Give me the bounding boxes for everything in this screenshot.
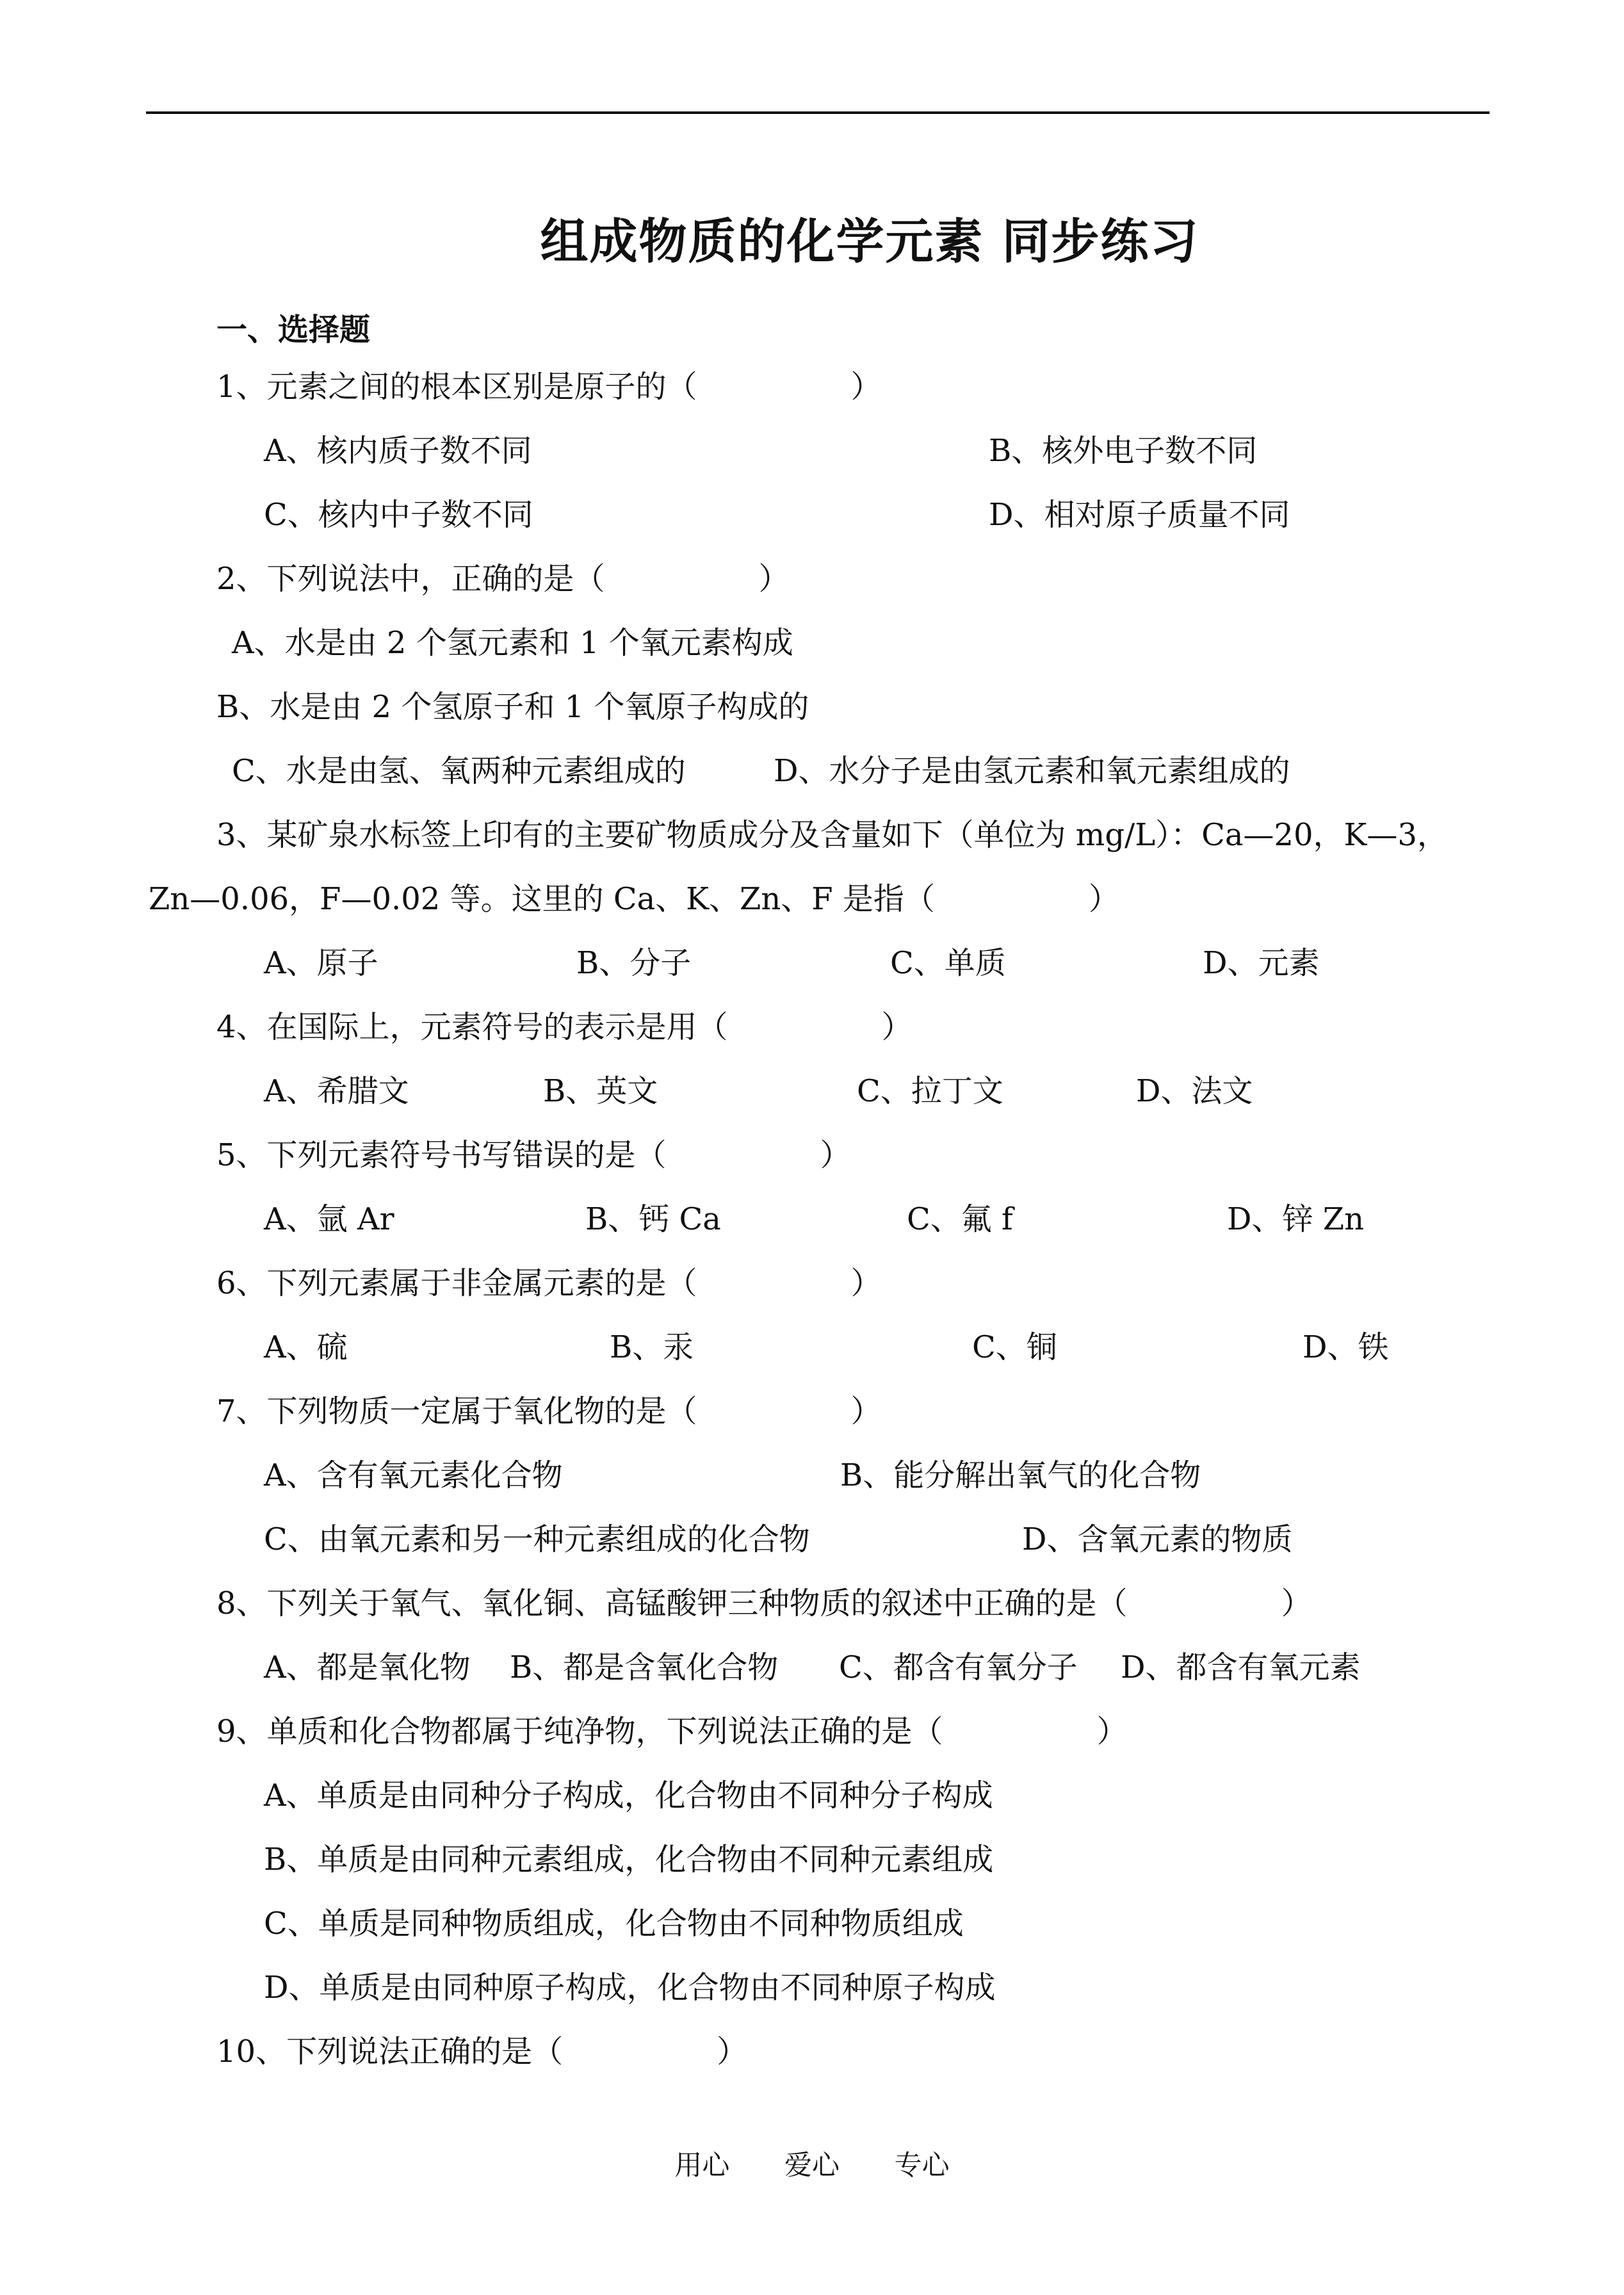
question-7-stem: 7、下列物质一定属于氧化物的是（ ） [216, 1393, 882, 1429]
question-8-stem: 8、下列关于氧气、氧化铜、高锰酸钾三种物质的叙述中正确的是（ ） [216, 1585, 1312, 1621]
question-7-option-b: B、能分解出氧气的化合物 [840, 1457, 1201, 1493]
question-9-option-d: D、单质是由同种原子构成，化合物由不同种原子构成 [264, 1970, 996, 2006]
question-4-option-c: C、拉丁文 [857, 1073, 1003, 1109]
question-1-option-a: A、核内质子数不同 [264, 433, 532, 469]
question-2-option-d: D、水分子是由氢元素和氧元素组成的 [774, 753, 1290, 789]
question-3-stem-line-1: 3、某矿泉水标签上印有的主要矿物质成分及含量如下（单位为 mg/L）：Ca—20，K—3， [216, 817, 1448, 853]
question-5-option-b: B、钙 Ca [585, 1201, 721, 1237]
question-2-option-b: B、水是由 2 个氢原子和 1 个氧原子构成的 [216, 689, 809, 725]
question-5-option-c: C、氟 f [907, 1201, 1013, 1237]
footer-text-1: 用心 [674, 2150, 730, 2182]
question-4-stem: 4、在国际上，元素符号的表示是用（ ） [216, 1009, 913, 1045]
question-6-option-a: A、硫 [264, 1329, 348, 1365]
question-1-stem: 1、元素之间的根本区别是原子的（ ） [216, 369, 882, 405]
question-8-option-a: A、都是氧化物 [264, 1650, 471, 1685]
question-3-stem-line-2: Zn—0.06，F—0.02 等。这里的 Ca、K、Zn、F 是指（ ） [149, 881, 1119, 917]
question-6-option-b: B、汞 [610, 1329, 694, 1365]
question-4-option-d: D、法文 [1136, 1073, 1253, 1109]
question-5-option-a: A、氩 Ar [264, 1201, 394, 1237]
section-heading: 一、选择题 [216, 312, 371, 348]
question-8-option-b: B、都是含氧化合物 [510, 1650, 779, 1685]
question-10-stem: 10、下列说法正确的是（ ） [216, 2034, 748, 2070]
question-8-option-d: D、都含有氧元素 [1121, 1650, 1361, 1685]
question-5-stem: 5、下列元素符号书写错误的是（ ） [216, 1137, 851, 1173]
question-6-option-d: D、铁 [1303, 1329, 1389, 1365]
question-2-option-a: A、水是由 2 个氢元素和 1 个氧元素构成 [232, 625, 793, 661]
question-3-option-c: C、单质 [890, 945, 1006, 981]
question-3-option-b: B、分子 [576, 945, 692, 981]
question-2-stem: 2、下列说法中，正确的是（ ） [216, 561, 790, 597]
question-2-option-c: C、水是由氢、氧两种元素组成的 [232, 753, 686, 789]
question-4-option-b: B、英文 [543, 1073, 658, 1109]
question-7-option-d: D、含氧元素的物质 [1022, 1521, 1293, 1557]
question-4-option-a: A、希腊文 [264, 1073, 409, 1109]
question-6-stem: 6、下列元素属于非金属元素的是（ ） [216, 1265, 882, 1301]
question-9-option-c: C、单质是同种物质组成，化合物由不同种物质组成 [264, 1906, 964, 1942]
question-1-option-d: D、相对原子质量不同 [989, 497, 1290, 533]
question-7-option-a: A、含有氧元素化合物 [264, 1457, 563, 1493]
question-9-option-b: B、单质是由同种元素组成，化合物由不同种元素组成 [264, 1842, 994, 1877]
question-1-option-b: B、核外电子数不同 [989, 433, 1258, 469]
question-3-option-d: D、元素 [1203, 945, 1320, 981]
question-9-option-a: A、单质是由同种分子构成，化合物由不同种分子构成 [264, 1778, 993, 1813]
footer-text-2: 爱心 [784, 2150, 840, 2182]
page-footer [0, 2144, 1624, 2183]
question-7-option-c: C、由氧元素和另一种元素组成的化合物 [264, 1521, 810, 1557]
footer-text-3: 专心 [894, 2150, 950, 2182]
question-6-option-c: C、铜 [972, 1329, 1057, 1365]
question-5-option-d: D、锌 Zn [1227, 1201, 1365, 1237]
page-title: 组成物质的化学元素 同步练习 [540, 213, 1199, 270]
question-1-option-c: C、核内中子数不同 [264, 497, 533, 533]
header-rule [146, 111, 1490, 114]
question-8-option-c: C、都含有氧分子 [839, 1650, 1078, 1685]
question-3-option-a: A、原子 [264, 945, 378, 981]
question-9-stem: 9、单质和化合物都属于纯净物，下列说法正确的是（ ） [216, 1714, 1128, 1749]
